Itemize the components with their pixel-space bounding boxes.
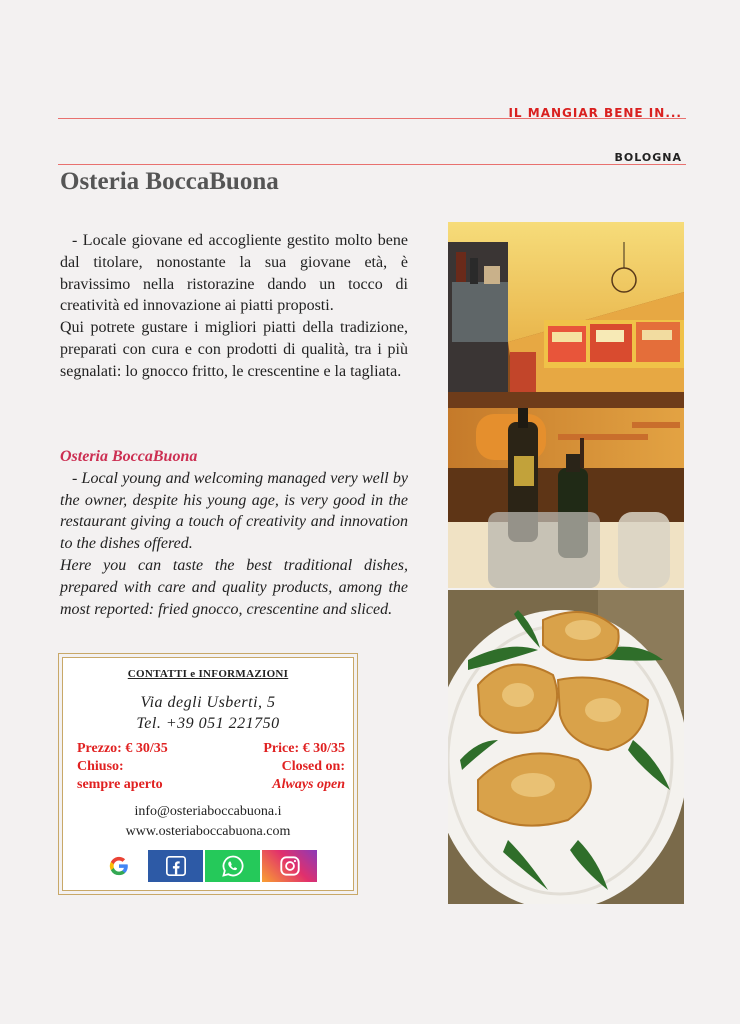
website-link[interactable]: www.osteriaboccabuona.com [125, 824, 291, 839]
facebook-button[interactable] [148, 850, 203, 882]
italian-paragraph-1: - Locale giovane ed accogliente gestito molto bene dal titolare, nonostante la sua giovane età, è bravissimo nella ristorazine dando un tocco di creatività ed innovazione ai piatti proposti. [60, 232, 408, 315]
email-link[interactable]: info@osteriaboccabuona.i [134, 804, 282, 819]
instagram-icon [279, 855, 301, 877]
contact-box [58, 653, 358, 895]
facebook-icon [166, 856, 186, 876]
closed-label-italian: Chiuso: [77, 759, 124, 774]
closed-value-italian: sempre aperto [77, 777, 163, 792]
price-info-english [263, 740, 345, 794]
english-description [60, 446, 408, 620]
closed-label-english: Closed on: [281, 759, 345, 774]
social-icons [91, 850, 317, 882]
contact-heading: CONTATTI e INFORMAZIONI [127, 668, 289, 680]
english-paragraph-1: - Local young and welcoming managed very well by the owner, despite his young age, is very good in the restaurant giving a touch of creativity and innovation to the dishes offered. [60, 469, 408, 553]
section-label-city: BOLOGNA [614, 151, 682, 164]
address: Via degli Usberti, 5 [140, 694, 276, 711]
italian-description [60, 230, 408, 383]
english-heading: Osteria BoccaBuona [60, 448, 198, 465]
italian-paragraph-2: Qui potrete gustare i migliori piatti della tradizione, preparati con cura e con prodotti di qualità, tra i più segnalati: lo gnocco fritto, le crescentine e la tagliata. [60, 319, 408, 380]
price-info-italian [77, 740, 168, 794]
instagram-button[interactable] [262, 850, 317, 882]
whatsapp-button[interactable] [205, 850, 260, 882]
english-paragraph-2: Here you can taste the best traditional dishes, prepared with care and quality products, among the most reported: fried gnocco, crescentine and sliced. [60, 556, 408, 618]
price-italian: Prezzo: € 30/35 [77, 741, 168, 756]
city-rule [58, 164, 686, 165]
whatsapp-icon [221, 854, 245, 878]
page-title: Osteria BoccaBuona [60, 168, 279, 195]
section-label-top: IL MANGIAR BENE IN... [508, 106, 682, 120]
phone-number[interactable]: Tel. +39 051 221750 [136, 715, 280, 732]
price-english: Price: € 30/35 [263, 741, 345, 756]
gnocco-fritto-photo [448, 590, 684, 904]
closed-value-english: Always open [272, 777, 345, 792]
google-icon [108, 855, 130, 877]
restaurant-interior-photo [448, 222, 684, 588]
google-button[interactable] [91, 850, 146, 882]
